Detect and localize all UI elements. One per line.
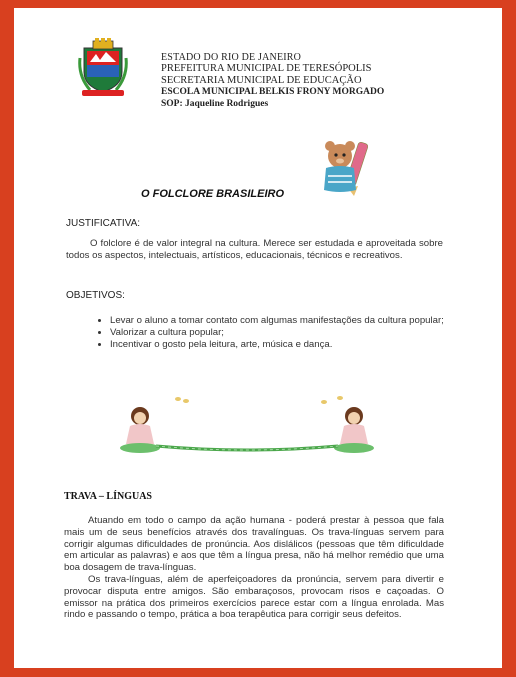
bear-with-pencil-icon	[318, 136, 372, 198]
header-school: ESCOLA MUNICIPAL BELKIS FRONY MORGADO	[161, 87, 385, 97]
document-page	[14, 8, 502, 668]
header-secretariat: SECRETARIA MUNICIPAL DE EDUCAÇÃO	[161, 75, 362, 86]
trava-paragraph-1: Atuando em todo o campo da ação humana - poderá prestar à pessoa que fala mais um de seus benefícios através dos travalínguas. Os trava-línguas servem para corrigir algumas dificuldades de pronúncia. Aos dislálicos (pessoas que têm dificuldade em articular as palavras) e aos que têm a língua presa, não há melhor remédio que uma boa dosagem de trava-línguas.	[64, 515, 444, 574]
municipal-crest-icon	[78, 38, 128, 98]
objetivos-list	[66, 315, 490, 351]
trava-text	[64, 515, 444, 621]
header-prefecture: PREFEITURA MUNICIPAL DE TERESÓPOLIS	[161, 63, 372, 74]
objetivos-label: OBJETIVOS:	[66, 290, 125, 301]
list-item: • Incentivar o gosto pela leitura, arte, música e dança.	[110, 339, 490, 351]
trava-paragraph-2: Os trava-línguas, além de aperfeiçoadores da pronúncia, servem para divertir e provocar disputa entre amigos. São embaraçosos, provocam risos e caçoadas. O emissor na prática dos primeiros exercícios parece estar com a língua enrolada. Mas rindo e passando o tempo, prática a boa terapêutica para corrigir seus defeitos.	[64, 573, 444, 621]
list-item: • Valorizar a cultura popular;	[110, 327, 490, 339]
trava-heading: TRAVA – LÍNGUAS	[64, 491, 152, 502]
document-title: O FOLCLORE BRASILEIRO	[141, 188, 284, 200]
header-sop: SOP: Jaqueline Rodrigues	[161, 99, 269, 109]
header-state: ESTADO DO RIO DE JANEIRO	[161, 52, 302, 63]
dolls-garland-decoration	[112, 396, 382, 458]
justificativa-text: O folclore é de valor integral na cultura. Merece ser estudada e aproveitada sobre todos os aspectos, intelectuais, artísticos, educacionais, técnicos e recreativos.	[66, 238, 443, 261]
justificativa-label: JUSTIFICATIVA:	[66, 218, 141, 229]
list-item: • Levar o aluno a tomar contato com algumas manifestações da cultura popular;	[110, 315, 490, 327]
